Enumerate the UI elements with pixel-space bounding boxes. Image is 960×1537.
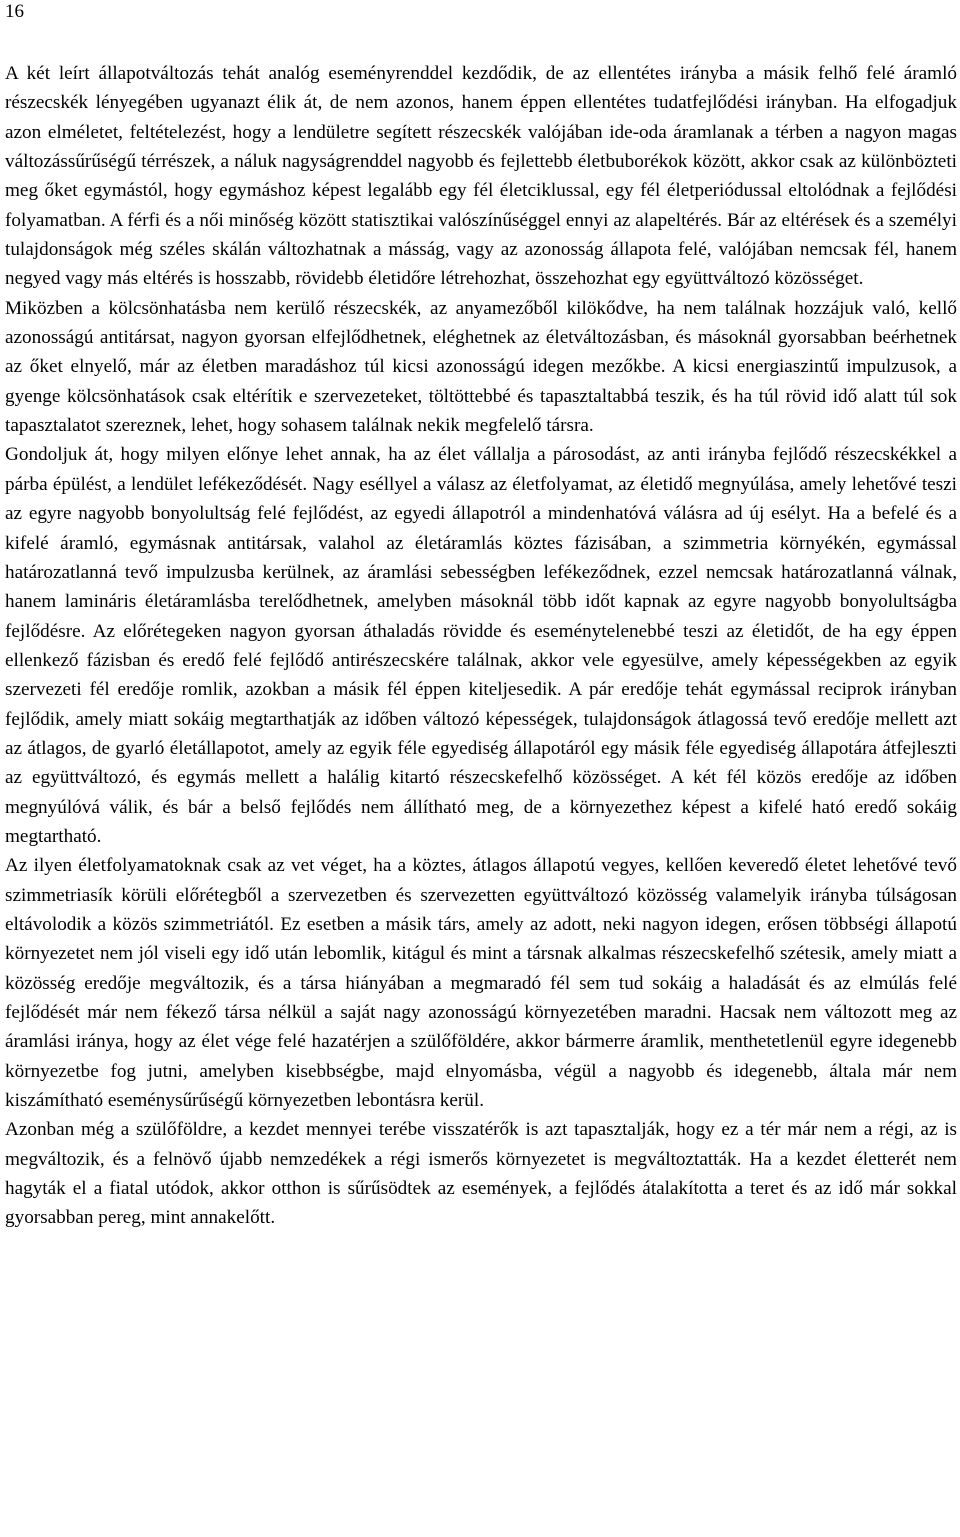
paragraph-3: Gondoljuk át, hogy milyen előnye lehet annak, ha az élet vállalja a párosodást, az anti irányba fejlődő részecskékkel a párba épülést, a lendület lefékeződését. Nagy eséllyel a válasz az életfolyamat, az életidő megnyúlása, amely lehetővé teszi az egyre nagyobb bonyolultság felé fejlődést, az egyedi állapotról a mindenhatóvá válásra ad új esélyt. Ha a befelé és a kifelé áramló, egymásnak antitársak, valahol az életáramlás köztes fázisában, a szimmetria környékén, egymással határozatlanná tevő impulzusba kerülnek, az áramlási sebességben lefékeződnek, ezzel nemcsak határozatlanná válnak, hanem lamináris életáramlásba terelődhetnek, amelyben másoknál több időt kapnak az egyre nagyobb bonyolultságba fejlődésre. Az előrétegeken nagyon gyorsan áthaladás rövidde és eseménytelenebbé teszi az életidőt, de ha egy éppen ellenkező fázisban és eredő felé fejlődő antirészecskére találnak, akkor vele egyesülve, amely képességekben az egyik szervezeti fél eredője romlik, azokban a másik fél éppen kiteljesedik. A pár eredője tehát egymással reciprok irányban fejlődik, amely miatt sokáig megtarthatják az időben változó képességek, tulajdonságok átlagossá tevő eredője mellett azt az átlagos, de gyarló életállapotot, amely az egyik féle egyediség állapotáról egy másik féle egyediség állapotára átfejleszti az együttváltozó, és egymás mellett a halálig kitartó részecskefelhő közösséget. A két fél közös eredője az időben megnyúlóvá válik, és bár a belső fejlődés nem állítható meg, de a környezethez képest a kifelé ható eredő sokáig megtartható. bbox=[5, 444, 957, 847]
page-number: 16 bbox=[5, 1, 24, 22]
paragraph-1: A két leírt állapotváltozás tehát analóg eseményrenddel kezdődik, de az ellentétes irányba a másik felhő felé áramló részecskék lényegében ugyanazt élik át, de nem azonos, hanem éppen ellentétes tudatfejlődési irányban. Ha elfogadjuk azon elméletet, feltételezést, hogy a lendületre segített részecskék valójában ide-oda áramlanak a térben a nagyon magas változássűrűségű térrészek, a náluk nagyságrenddel nagyobb és fejlettebb életbuborékok között, akkor csak az különbözteti meg őket egymástól, hogy egymáshoz képest legalább egy fél életciklussal, egy fél életperiódussal eltolódnak a fejlődési folyamatban. A férfi és a női minőség között statisztikai valószínűséggel ennyi az alapeltérés. Bár az eltérések és a személyi tulajdonságok még széles skálán változhatnak a másság, vagy az azonosság állapota felé, valójában nemcsak fél, hanem negyed vagy más eltérés is hosszabb, rövidebb életidőre létrehozhat, összehozhat egy együttváltozó közösséget. bbox=[5, 63, 957, 290]
paragraph-2: Miközben a kölcsönhatásba nem kerülő részecskék, az anyamezőből kilökődve, ha nem találnak hozzájuk való, kellő azonosságú antitársat, nagyon gyorsan elfejlődhetnek, eléghetnek az életváltozásban, és másoknál gyorsabban beérhetnek az őket elnyelő, már az életben maradáshoz túl kicsi azonosságú idegen mezőkbe. A kicsi energiaszintű impulzusok, a gyenge kölcsönhatások csak eltérítik e szervezeteket, töltöttebbé és tapasztaltabbá teszik, és ha túl rövid idő alatt túl sok tapasztalatot szereznek, lehet, hogy sohasem találnak nekik megfelelő társra. bbox=[5, 297, 957, 437]
paragraph-4: Az ilyen életfolyamatoknak csak az vet véget, ha a köztes, átlagos állapotú vegyes, kellően keveredő életet lehetővé tevő szimmetriasík körüli előrétegből a szervezetben és szervezetten együttváltozó közösség valamelyik irányba túlságosan eltávolodik a közös szimmetriától. Ez esetben a másik társ, amely az adott, neki nagyon idegen, erősen többségi állapotú környezetet nem jól viseli egy idő után lebomlik, kitágul és mint a társnak alkalmas részecskefelhő szétesik, amely miatt a közösség eredője megváltozik, és a társa hiányában a megmaradó fél sem tud sokáig a haladását és az elmúlás felé fejlődését már nem fékező társa nélkül a saját nagy azonosságú környezetében maradni. Hacsak nem változott meg az áramlási iránya, hogy az élet vége felé hazatérjen a szülőföldére, akkor bármerre áramlik, menthetetlenül egyre idegenebb környezetbe fog jutni, amelyben kisebbségbe, majd elnyomásba, végül a nagyobb és idegenebb, általa már nem kiszámítható eseménysűrűségű környezetben lebontásra kerül. bbox=[5, 855, 957, 1112]
paragraph-5: Azonban még a szülőföldre, a kezdet mennyei terébe visszatérők is azt tapasztalják, hogy ez a tér már nem a régi, az is megváltozik, és a felnövő újabb nemzedékek a régi ismerős környezetet is megváltoztatták. Ha a kezdet életterét nem hagyták el a fiatal utódok, akkor otthon is sűrűsödtek az események, a fejlődés átalakította a teret és az idő már sokkal gyorsabban pereg, mint annakelőtt. bbox=[5, 1119, 957, 1229]
body-text bbox=[5, 59, 957, 1233]
